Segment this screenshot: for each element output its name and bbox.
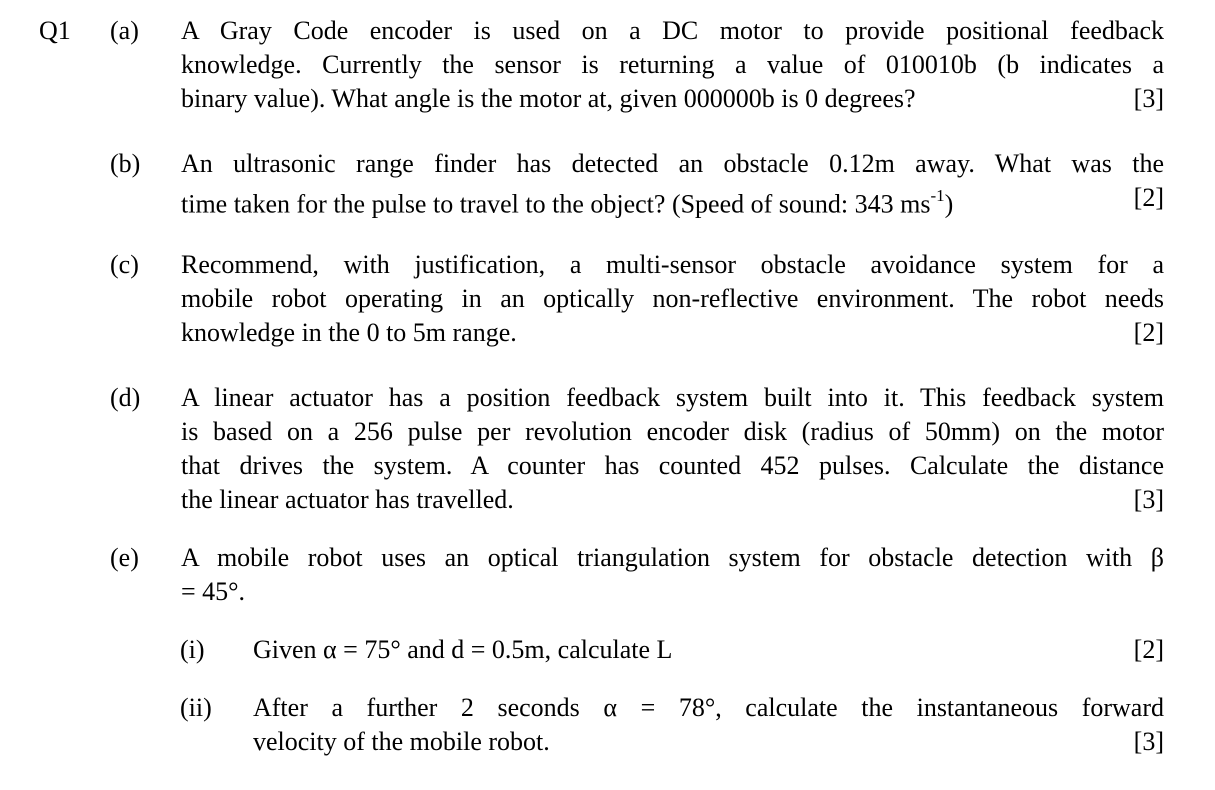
part-b-line-2-text: time taken for the pulse to travel to the object? (Speed of sound: 343 ms xyxy=(181,189,931,219)
subpart-ii-line-1: After a further 2 seconds α = 78°, calculate the instantaneous forward xyxy=(253,693,1164,722)
part-d-line-1: A linear actuator has a position feedback system built into it. This feedback system xyxy=(181,383,1164,412)
subpart-ii-line-2 xyxy=(253,725,1164,759)
part-a-line-1: A Gray Code encoder is used on a DC motor to provide positional feedback xyxy=(181,16,1164,45)
part-c-marks: [2] xyxy=(1133,318,1164,347)
part-b-label: (b) xyxy=(110,149,141,178)
subpart-i-line-1 xyxy=(253,633,1164,667)
subpart-ii-line-2-text: velocity of the mobile robot. xyxy=(253,727,550,756)
part-c-line-1: Recommend, with justification, a multi-sensor obstacle avoidance system for a xyxy=(181,250,1164,279)
part-e-line-1: A mobile robot uses an optical triangulation system for obstacle detection with β xyxy=(181,543,1164,572)
part-e-line-2: = 45°. xyxy=(181,577,246,606)
part-d-line-4-text: the linear actuator has travelled. xyxy=(181,485,514,514)
part-b-line-2 xyxy=(181,181,1164,219)
part-d-text xyxy=(181,381,1164,517)
part-e-text xyxy=(181,541,1164,609)
subpart-i-label: (i) xyxy=(180,635,205,664)
part-d-line-3: that drives the system. A counter has counted 452 pulses. Calculate the distance xyxy=(181,451,1164,480)
part-d-line-4 xyxy=(181,483,1164,517)
subpart-ii-text xyxy=(253,691,1164,759)
part-b-line-2-close: ) xyxy=(944,189,954,219)
part-c-line-3-text: knowledge in the 0 to 5m range. xyxy=(181,318,517,347)
part-a-line-2: knowledge. Currently the sensor is returning a value of 010010b (b indicates a xyxy=(181,50,1164,79)
part-d-label: (d) xyxy=(110,383,141,412)
part-b-text xyxy=(181,147,1164,219)
part-a-marks: [3] xyxy=(1133,84,1164,113)
part-a-line-3 xyxy=(181,82,1164,116)
part-e-label: (e) xyxy=(110,543,139,572)
subpart-ii-label: (ii) xyxy=(180,693,212,722)
subpart-i-line-1-text: Given α = 75° and d = 0.5m, calculate L xyxy=(253,635,673,664)
part-a-line-3-text: binary value). What angle is the motor at, given 000000b is 0 degrees? xyxy=(181,84,916,113)
part-d-marks: [3] xyxy=(1133,485,1164,514)
part-a-text xyxy=(181,14,1164,116)
subpart-i-marks: [2] xyxy=(1133,635,1164,664)
part-b-superscript: -1 xyxy=(930,186,945,205)
part-b-marks: [2] xyxy=(1133,183,1164,212)
question-number: Q1 xyxy=(39,16,71,45)
part-d-line-2: is based on a 256 pulse per revolution encoder disk (radius of 50mm) on the motor xyxy=(181,417,1164,446)
part-a-label: (a) xyxy=(110,16,139,45)
part-c-text xyxy=(181,248,1164,350)
subpart-i-text xyxy=(253,633,1164,667)
part-b-line-1: An ultrasonic range finder has detected an obstacle 0.12m away. What was the xyxy=(181,149,1164,178)
part-c-line-3 xyxy=(181,316,1164,350)
subpart-ii-marks: [3] xyxy=(1133,727,1164,756)
part-c-label: (c) xyxy=(110,250,139,279)
part-c-line-2: mobile robot operating in an optically non-reflective environment. The robot needs xyxy=(181,284,1164,313)
